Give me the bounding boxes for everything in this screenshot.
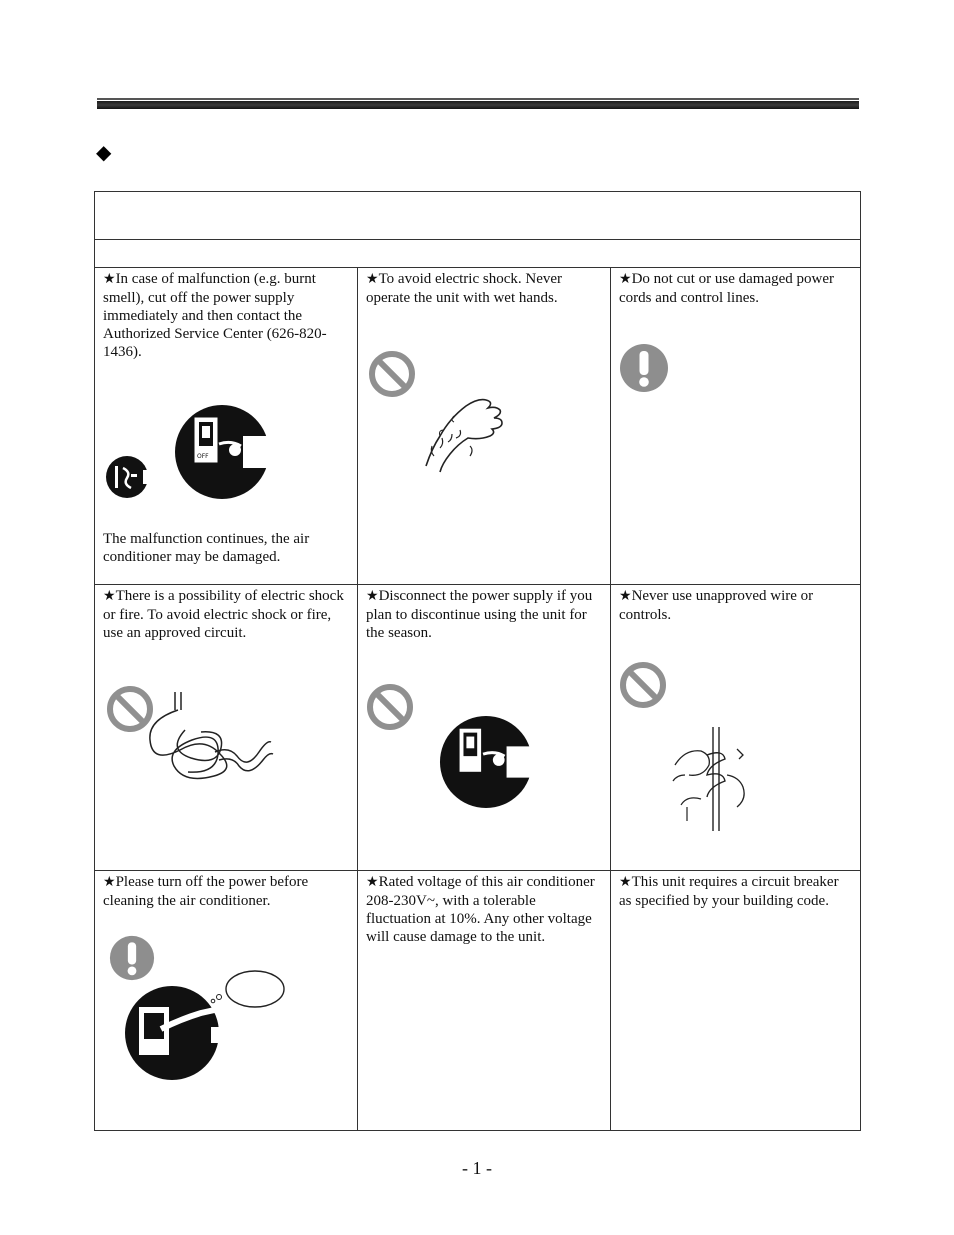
wet-hand-icon [420,386,512,478]
safety-cell [611,871,861,1131]
wire-twist-icon [667,725,757,831]
safety-text: In case of malfunction (e.g. burnt smell), cut off the power supply immediately and then contact the Authorized Service Center (626-820-1436). [103,271,327,360]
safety-text: There is a possibility of electric shock or fire. To avoid electric shock or fire, use an approved circuit. [103,588,344,641]
star-icon: ★ [619,875,632,890]
star-icon: ★ [366,589,379,604]
table-title-row [95,192,861,240]
star-icon: ★ [103,589,116,604]
prohibition-icon [619,661,667,709]
svg-text:OFF: OFF [197,453,209,460]
safety-table [94,191,861,1131]
safety-text: Please turn off the power before cleaning the air conditioner. [103,874,309,909]
safety-cell [358,871,611,1131]
header-rule [97,98,859,110]
tangled-cord-icon [145,690,275,790]
prohibition-icon [368,350,416,398]
safety-text: To avoid electric shock. Never operate the unit with wet hands. [366,271,563,306]
malfunction-note: The malfunction continues, the air conditioner may be damaged. [103,531,310,565]
unplug-small-icon [105,454,149,500]
safety-text: Never use unapproved wire or controls. [619,588,814,623]
safety-text: Do not cut or use damaged power cords and control lines. [619,271,835,306]
page-number: - 1 - [462,1158,492,1178]
safety-cell [95,268,358,585]
star-icon: ★ [103,875,116,890]
safety-cell [95,871,358,1131]
star-icon: ★ [103,272,116,287]
safety-text: Rated voltage of this air conditioner 208-230V~, with a tolerable fluctuation at 10%. Any other voltage will cause damage to the unit. [366,874,595,945]
star-icon: ★ [619,589,632,604]
star-icon: ★ [366,272,379,287]
safety-cell [358,268,611,585]
star-icon: ★ [619,272,632,287]
switch-off-icon [123,967,287,1081]
safety-cell [611,268,861,585]
safety-cell [611,585,861,871]
star-icon: ★ [366,875,379,890]
safety-text: Disconnect the power supply if you plan to discontinue using the unit for the season. [366,588,593,641]
safety-text: This unit requires a circuit breaker as specified by your building code. [619,874,839,909]
table-subtitle-row [95,240,861,268]
safety-cell [95,585,358,871]
prohibition-icon [366,683,414,731]
switch-off-icon [438,715,534,809]
switch-off-icon [173,404,271,500]
caution-icon [619,343,669,393]
safety-cell [358,585,611,871]
section-bullet: ◆ [96,142,112,164]
